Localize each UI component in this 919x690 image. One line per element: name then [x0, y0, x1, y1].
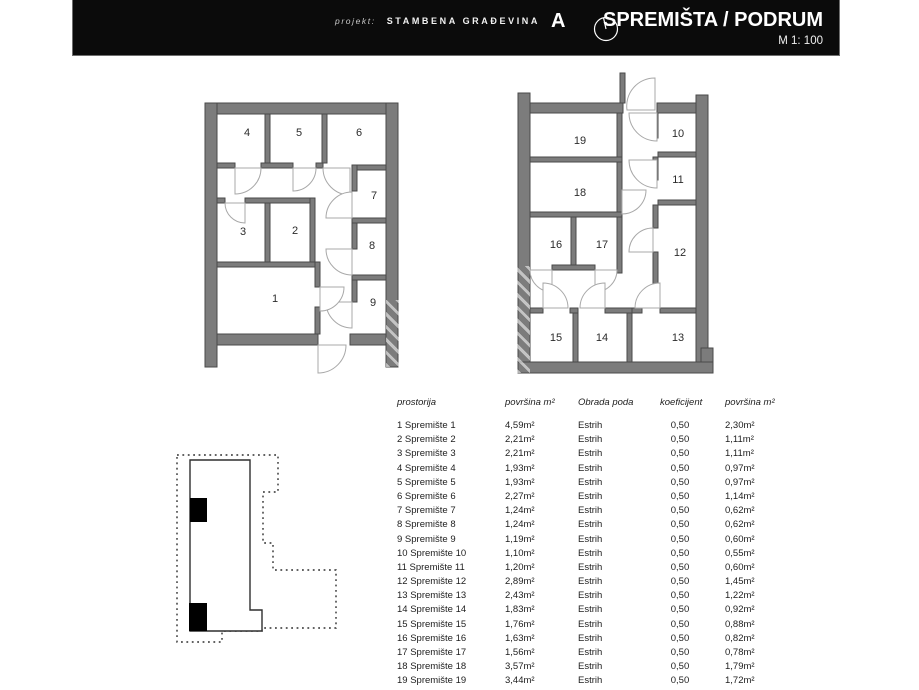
room-number-label: 18 — [573, 187, 587, 199]
table-cell: 12 Spremište 12 — [397, 576, 467, 588]
table-cell: 1,76m² — [505, 618, 535, 630]
table-cell: 3 Spremište 3 — [397, 448, 456, 460]
table-cell: Estrih — [578, 576, 603, 588]
table-cell: 0,50 — [670, 618, 690, 630]
table-cell: Estrih — [578, 675, 603, 687]
table-cell: Estrih — [578, 476, 603, 488]
table-cell: 0,92m² — [725, 604, 755, 616]
table-cell: 1,56m² — [505, 647, 535, 658]
table-cell: Estrih — [578, 434, 603, 446]
table-cell: 0,97m² — [725, 476, 755, 488]
table-cell: Estrih — [578, 448, 603, 460]
projekt-label: projekt: — [335, 16, 376, 26]
column-header: površina m² — [725, 397, 775, 408]
table-cell: 8 Spremište 8 — [397, 519, 456, 531]
table-cell: 0,50 — [670, 533, 690, 545]
site-plan — [165, 440, 355, 660]
table-cell: 13 Spremište 13 — [397, 590, 467, 602]
table-cell: 0,50 — [670, 434, 690, 446]
table-cell: Estrih — [578, 505, 603, 517]
floor-plan-left — [200, 95, 412, 380]
table-cell: 0,50 — [670, 476, 690, 488]
area-table-header — [397, 397, 807, 411]
table-cell: Estrih — [578, 420, 603, 431]
table-cell: Estrih — [578, 647, 603, 658]
table-cell: 1,63m² — [505, 632, 535, 644]
room-number-label: 5 — [295, 127, 303, 139]
table-cell: 6 Spremište 6 — [397, 490, 456, 502]
table-cell: 1,22m² — [725, 590, 755, 602]
room-number-label: 15 — [549, 332, 563, 344]
table-cell: Estrih — [578, 618, 603, 630]
area-table — [397, 397, 807, 690]
table-cell: 0,50 — [670, 561, 690, 573]
table-cell: 0,97m² — [725, 462, 755, 474]
table-cell: 1,79m² — [725, 661, 755, 673]
column-header: površina m² — [505, 397, 555, 408]
table-cell: 2,27m² — [505, 490, 535, 502]
room-number-label: 7 — [370, 190, 378, 202]
title-bar — [72, 0, 840, 56]
table-cell: Estrih — [578, 490, 603, 502]
table-cell: 7 Spremište 7 — [397, 505, 456, 517]
table-cell: 1,11m² — [725, 448, 754, 460]
storage-location-marker — [190, 498, 207, 522]
table-cell: 0,78m² — [725, 647, 755, 658]
table-cell: 2,30m² — [725, 420, 755, 431]
room-number-label: 11 — [672, 174, 684, 186]
table-cell: 0,50 — [670, 632, 690, 644]
column-header: koeficijent — [660, 397, 703, 408]
sheet-title: SPREMIŠTA / PODRUM — [602, 9, 823, 31]
table-cell: 17 Spremište 17 — [397, 647, 467, 658]
table-cell: 0,50 — [670, 576, 690, 588]
room-number-label: 3 — [239, 226, 247, 238]
table-cell: 0,50 — [670, 675, 690, 687]
table-cell: 1 Spremište 1 — [397, 420, 456, 431]
room-number-label: 16 — [549, 239, 563, 251]
table-cell: 5 Spremište 5 — [397, 476, 456, 488]
table-cell: 0,50 — [670, 448, 690, 460]
table-cell: 1,93m² — [505, 476, 535, 488]
table-cell: 1,72m² — [725, 675, 755, 687]
table-cell: 16 Spremište 16 — [397, 632, 467, 644]
table-cell: 0,62m² — [725, 519, 755, 531]
room-number-label: 19 — [573, 135, 587, 147]
table-cell: 1,93m² — [505, 462, 535, 474]
table-cell: 4 Spremište 4 — [397, 462, 456, 474]
table-cell: Estrih — [578, 547, 603, 559]
table-cell: 1,83m² — [505, 604, 535, 616]
table-cell: 9 Spremište 9 — [397, 533, 456, 545]
table-cell: 0,60m² — [725, 561, 755, 573]
table-cell: 3,44m² — [505, 675, 535, 687]
table-cell: 2,43m² — [505, 590, 535, 602]
table-cell: Estrih — [578, 561, 603, 573]
table-cell: Estrih — [578, 533, 603, 545]
table-cell: 1,19m² — [505, 533, 535, 545]
table-cell: 14 Spremište 14 — [397, 604, 467, 616]
room-number-label: 12 — [673, 247, 687, 259]
table-cell: 2,21m² — [505, 434, 535, 446]
table-cell: Estrih — [578, 604, 603, 616]
table-cell: 15 Spremište 15 — [397, 618, 467, 630]
column-header: prostorija — [397, 397, 437, 408]
table-cell: 1,20m² — [505, 561, 535, 573]
room-number-label: 2 — [291, 225, 299, 237]
table-cell: 0,60m² — [725, 533, 755, 545]
room-number-label: 14 — [595, 332, 609, 344]
table-cell: 3,57m² — [505, 661, 535, 673]
table-cell: 19 Spremište 19 — [397, 675, 467, 687]
storage-location-marker — [189, 603, 207, 631]
table-cell: 0,50 — [670, 604, 690, 616]
table-cell: 0,50 — [670, 590, 690, 602]
table-cell: 0,50 — [670, 519, 690, 531]
room-number-label: 1 — [271, 293, 279, 305]
table-cell: 1,24m² — [505, 519, 535, 531]
table-cell: 18 Spremište 18 — [397, 661, 467, 673]
table-cell: 1,14m² — [725, 490, 755, 502]
column-header: Obrada poda — [578, 397, 634, 408]
table-cell: 0,50 — [670, 462, 690, 474]
table-cell: 2 Spremište 2 — [397, 434, 456, 446]
table-cell: Estrih — [578, 661, 603, 673]
table-cell: 1,45m² — [725, 576, 755, 588]
table-cell: 0,50 — [670, 490, 690, 502]
room-number-label: 9 — [369, 297, 377, 309]
table-cell: 0,50 — [670, 547, 690, 559]
table-cell: 0,62m² — [725, 505, 755, 517]
table-cell: 0,82m² — [725, 632, 755, 644]
table-cell: 2,21m² — [505, 448, 535, 460]
room-number-label: 4 — [243, 127, 251, 139]
table-cell: 4,59m² — [505, 420, 535, 431]
table-cell: 11 Spremište 11 — [397, 561, 465, 573]
project-letter: A — [551, 10, 566, 32]
room-number-label: 10 — [671, 128, 685, 140]
sheet-scale: M 1: 100 — [778, 35, 823, 47]
room-number-label: 8 — [368, 240, 376, 252]
room-number-label: 6 — [355, 127, 363, 139]
table-cell: 10 Spremište 10 — [397, 547, 467, 559]
table-cell: Estrih — [578, 632, 603, 644]
table-cell: 1,24m² — [505, 505, 535, 517]
table-cell: 2,89m² — [505, 576, 535, 588]
table-cell: Estrih — [578, 519, 603, 531]
floor-plan-right — [510, 60, 725, 380]
table-cell: 1,11m² — [725, 434, 754, 446]
table-cell: 0,88m² — [725, 618, 755, 630]
table-cell: 0,50 — [670, 505, 690, 517]
table-cell: 0,50 — [670, 661, 690, 673]
project-name: STAMBENA GRAĐEVINA — [386, 16, 540, 26]
room-number-label: 13 — [671, 332, 685, 344]
table-cell: Estrih — [578, 462, 603, 474]
table-cell: 0,50 — [670, 420, 690, 431]
room-number-label: 17 — [595, 239, 609, 251]
table-cell: 1,10m² — [505, 547, 535, 559]
table-cell: Estrih — [578, 590, 603, 602]
project-name-group — [335, 0, 565, 42]
table-cell: 0,50 — [670, 647, 690, 658]
area-table-body — [397, 420, 807, 690]
table-cell: 0,55m² — [725, 547, 755, 559]
